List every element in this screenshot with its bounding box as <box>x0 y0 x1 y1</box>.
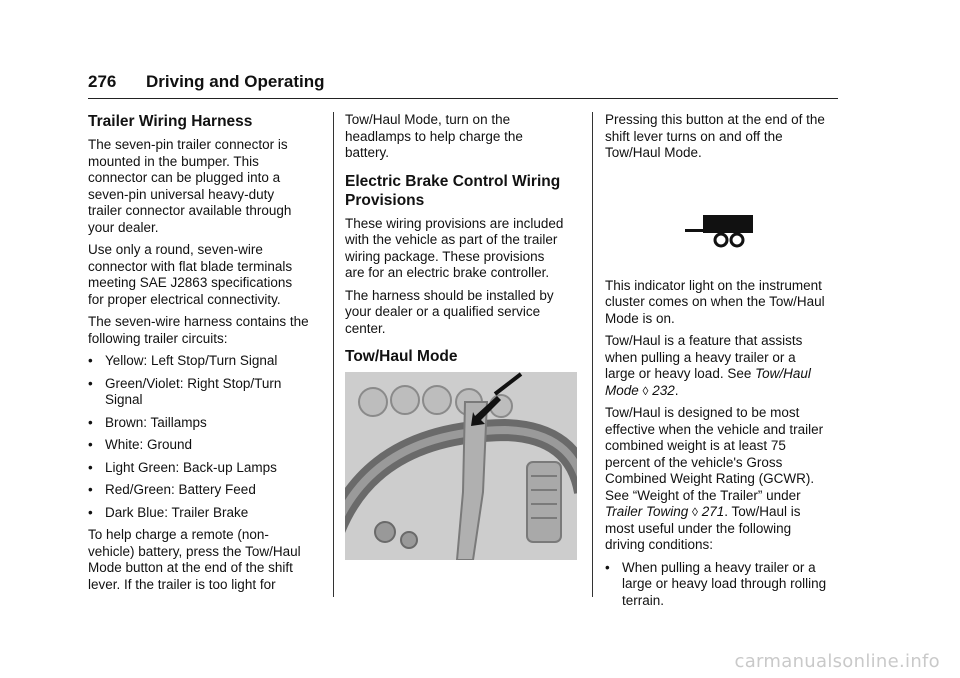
tow-haul-indicator-wrap <box>605 168 827 278</box>
list-item: • When pulling a heavy trailer or a large or heavy load through rolling terrain. <box>605 559 827 608</box>
watermark: carmanualsonline.info <box>734 651 940 672</box>
paragraph: The seven-pin trailer connector is mounted in the bumper. This connector can be plugged into a seven-pin universal heavy-duty trailer connector available through your dealer. <box>88 137 292 235</box>
bullet-icon: • <box>88 414 93 430</box>
shift-lever-photo <box>345 372 577 560</box>
bullet-icon: • <box>88 482 93 497</box>
paragraph: This indicator light on the instrument cluster comes on when the Tow/Haul Mode is on. <box>605 277 825 326</box>
list-item: • Dark Blue: Trailer Brake <box>88 504 249 520</box>
page-number: 276 <box>88 72 117 91</box>
bullet-icon: • <box>88 437 93 452</box>
bullet-icon: • <box>88 353 93 368</box>
column-divider <box>333 112 334 597</box>
bullet-icon: • <box>88 375 93 391</box>
list-item: • Brown: Taillamps <box>88 414 207 430</box>
trailer-icon <box>685 215 765 251</box>
heading-tow-haul-mode: Tow/Haul Mode <box>345 348 458 365</box>
paragraph: To help charge a remote (non-vehicle) battery, press the Tow/Haul Mode button at the end of the shift lever. If the trailer is too light for <box>88 527 301 592</box>
paragraph: The harness should be installed by your dealer or a qualified service center. <box>345 287 554 336</box>
column-2 <box>345 112 567 560</box>
cross-reference-link[interactable]: Tow/Haul Mode <box>605 366 811 398</box>
list-item: • White: Ground <box>88 437 193 452</box>
page-ref-number[interactable]: 232 <box>652 382 675 398</box>
page-header <box>88 70 838 99</box>
section-title: Driving and Operating <box>146 72 325 91</box>
column-3 <box>605 112 827 615</box>
page-ref-number[interactable]: 271 <box>701 504 725 519</box>
list-item: • Red/Green: Battery Feed <box>88 482 256 497</box>
bullet-icon: • <box>605 559 610 575</box>
shift-lever-illustration <box>345 372 577 560</box>
heading-trailer-wiring-harness: Trailer Wiring Harness <box>88 113 253 130</box>
heading-electric-brake-wiring: Electric Brake Control Wiring Provisions <box>345 172 561 209</box>
paragraph: Tow/Haul is designed to be most effective when the vehicle and trailer combined weight is at least 75 percent of the vehicle's Gross Combined Weight Rating (GCWR). See “Weight of the Trailer” under Trailer Towing ◊ 271. Tow/Haul is most useful under the following driving conditions: <box>605 405 824 552</box>
column-divider <box>592 112 593 597</box>
page-ref-icon: ◊ <box>692 505 698 519</box>
page-ref-icon: ◊ <box>642 383 649 398</box>
bullet-icon: • <box>88 504 93 520</box>
paragraph: These wiring provisions are included with the vehicle as part of the trailer wiring package. These provisions are for an electric brake controller. <box>345 215 564 280</box>
column-1 <box>88 112 310 599</box>
paragraph: The seven-wire harness contains the following trailer circuits: <box>88 314 309 346</box>
list-item: • Light Green: Back-up Lamps <box>88 459 277 475</box>
list-item: • Yellow: Left Stop/Turn Signal <box>88 353 278 368</box>
bullet-icon: • <box>88 459 93 475</box>
paragraph: Tow/Haul Mode, turn on the headlamps to help charge the battery. <box>345 112 523 160</box>
paragraph: Use only a round, seven-wire connector with flat blade terminals meeting SAE J2863 specifications for proper electrical connectivity. <box>88 242 293 307</box>
paragraph: Tow/Haul is a feature that assists when pulling a heavy trailer or a large or heavy load. See Tow/Haul Mode ◊ 232. <box>605 333 811 398</box>
list-item: • Green/Violet: Right Stop/Turn Signal <box>88 375 282 407</box>
cross-reference-link[interactable]: Trailer Towing <box>605 504 689 519</box>
paragraph: Pressing this button at the end of the shift lever turns on and off the Tow/Haul Mode. <box>605 112 825 160</box>
